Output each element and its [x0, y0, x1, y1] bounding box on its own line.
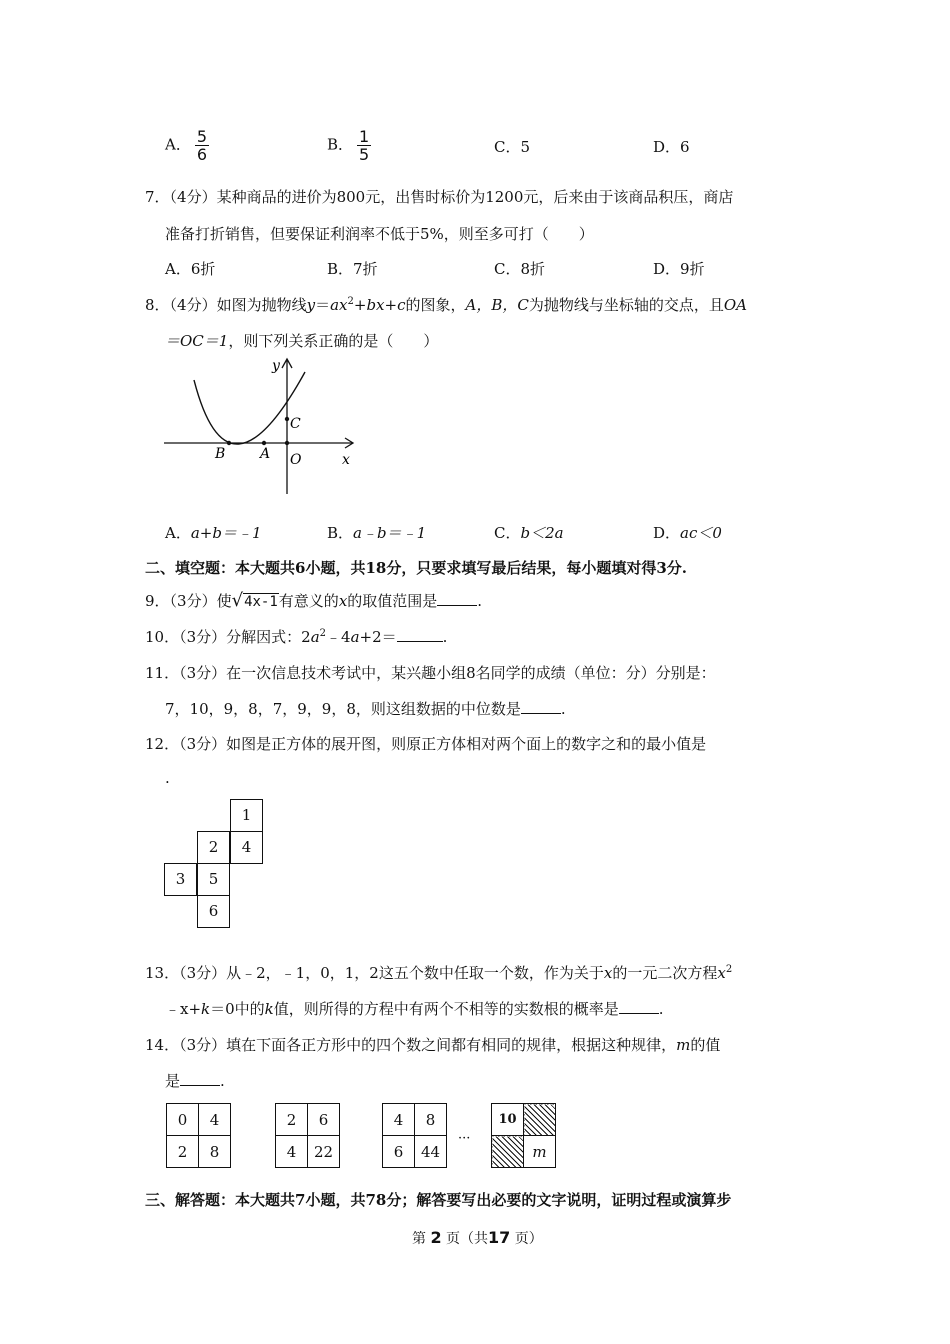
square-cell: 8: [415, 1104, 447, 1136]
sqrt-radicand: 4x-1: [244, 594, 278, 610]
number-square: [275, 1103, 340, 1168]
fraction: $\frac{5}{6}$: [196, 127, 208, 164]
q6-option-a: A． $\frac{5}{6}$: [165, 127, 208, 164]
section-3-heading: 三、解答题：本大题共7小题，共78分；解答要写出必要的文字说明，证明过程或演算步: [145, 1191, 732, 1209]
square-cell: 10: [492, 1104, 524, 1136]
q8-option-a: A．a+b＝﹣1: [165, 524, 262, 542]
q8-line2: ＝OC＝1，则下列关系正确的是（ ）: [165, 332, 439, 350]
q7-option-a: A．6折: [165, 260, 216, 278]
q7-option-c: C．8折: [494, 260, 546, 278]
square-cell: 2: [276, 1104, 308, 1136]
graph-label-c: C: [290, 416, 301, 432]
graph-label-y: y: [272, 358, 280, 374]
q6-option-c: C．5: [494, 138, 531, 156]
q7-line2: 准备打折销售，但要保证利润率不低于5%，则至多可打（ ）: [165, 225, 594, 243]
net-cell: 4: [230, 831, 263, 864]
net-cell: 2: [197, 831, 230, 864]
graph-label-o: O: [290, 452, 302, 468]
answer-blank: [180, 1073, 220, 1086]
hatched-cell: [492, 1136, 524, 1168]
hatched-cell: [524, 1104, 556, 1136]
square-cell: 6: [308, 1104, 340, 1136]
q7-option-b: B．7折: [327, 260, 378, 278]
q12-line2: .: [165, 769, 170, 787]
q10: 10．（3分）分解因式：$2a^2﹣4a+2=$ .: [145, 628, 448, 646]
q8-line1: 8．（4分）如图为抛物线$y=ax^2+bx+c$的图象，A，B，C为抛物线与坐标轴的交点，且OA: [145, 296, 748, 314]
q12-line1: 12．（3分）如图是正方体的展开图，则原正方体相对两个面上的数字之和的最小值是: [145, 735, 707, 753]
square-cell: 4: [199, 1104, 231, 1136]
q9: 9．（3分）使√4x-1有意义的x的取值范围是 .: [145, 590, 483, 611]
graph-label-b: B: [215, 446, 226, 462]
section-2-heading: 二、填空题：本大题共6小题，共18分，只要求填写最后结果，每小题填对得3分.: [145, 559, 687, 577]
number-square: [382, 1103, 447, 1168]
square-cell: 22: [308, 1136, 340, 1168]
q8-option-c: C．b＜2a: [494, 524, 564, 542]
square-cell: 8: [199, 1136, 231, 1168]
cube-net: [164, 799, 264, 929]
q13-line1: 13．（3分）从﹣2，﹣1，0，1，2这五个数中任取一个数，作为关于x的一元二次方程$x^2$: [145, 964, 733, 982]
graph-label-a: A: [260, 446, 271, 462]
square-cell: 0: [167, 1104, 199, 1136]
number-square-last: [491, 1103, 556, 1168]
q7-option-d: D．9折: [653, 260, 705, 278]
square-cell: 6: [383, 1136, 415, 1168]
q11-line2: 7，10，9，8，7，9，9，8，则这组数据的中位数是 .: [165, 700, 566, 718]
graph-label-x: x: [342, 452, 350, 468]
page-number: 2: [430, 1228, 442, 1247]
q6-option-d: D．6: [653, 138, 690, 156]
q8-option-b: B．a﹣b＝﹣1: [327, 524, 427, 542]
number-square: [166, 1103, 231, 1168]
answer-blank: [619, 1001, 659, 1014]
fraction: $\frac{1}{5}$: [359, 127, 370, 164]
q14-line2: 是 .: [165, 1072, 225, 1090]
net-cell: 3: [164, 863, 197, 896]
square-cell: 44: [415, 1136, 447, 1168]
q13-line2: ﹣x+k＝0中的k值，则所得的方程中有两个不相等的实数根的概率是 .: [165, 1000, 664, 1018]
answer-blank: [397, 629, 443, 642]
page-total: 17: [488, 1228, 511, 1247]
q8-option-d: D．ac＜0: [653, 524, 722, 542]
ellipsis: ···: [458, 1131, 471, 1146]
net-cell: 5: [197, 863, 230, 896]
answer-blank: [437, 593, 477, 606]
square-cell: m: [524, 1136, 556, 1168]
square-cell: 4: [276, 1136, 308, 1168]
page-footer: 第 2 页（共17 页）: [412, 1228, 543, 1247]
net-cell: 1: [230, 799, 263, 832]
q6-option-b: B． $\frac{1}{5}$: [327, 127, 370, 164]
parabola-graph: [160, 352, 360, 498]
q11-line1: 11．（3分）在一次信息技术考试中，某兴趣小组8名同学的成绩（单位：分）分别是：: [145, 664, 716, 682]
q7-line1: 7．（4分）某种商品的进价为800元，出售时标价为1200元，后来由于该商品积压，商店: [145, 188, 734, 206]
q14-line1: 14．（3分）填在下面各正方形中的四个数之间都有相同的规律，根据这种规律，m的值: [145, 1036, 721, 1054]
square-cell: 4: [383, 1104, 415, 1136]
answer-blank: [521, 701, 561, 714]
square-cell: 2: [167, 1136, 199, 1168]
net-cell: 6: [197, 895, 230, 928]
